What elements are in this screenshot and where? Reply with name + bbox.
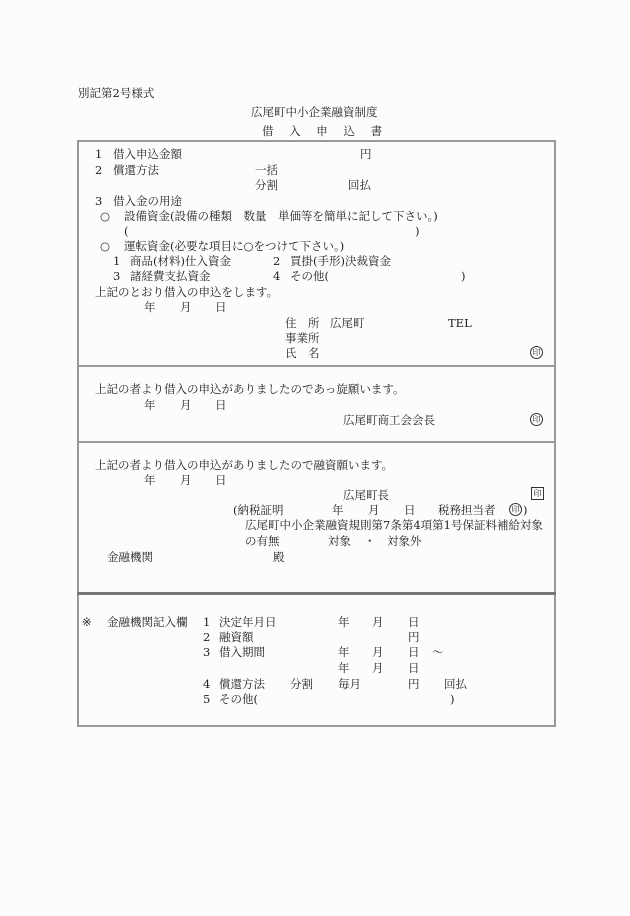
chamber-signer: 広尾町商工会会長 xyxy=(343,413,435,427)
b-item3-year: 年 xyxy=(338,645,350,659)
seal-icon: 印 xyxy=(509,503,522,516)
equipment-paren-close: ) xyxy=(415,224,420,238)
program-title: 広尾町中小企業融資制度 xyxy=(251,105,378,119)
chamber-statement: 上記の者より借入の申込がありましたのであっ旋願います。 xyxy=(95,382,405,396)
b-item4-num: 4 xyxy=(203,677,211,691)
bank-label: 金融機関 xyxy=(107,550,153,564)
b-item2-label: 融資額 xyxy=(219,630,254,644)
town-date-day: 日 xyxy=(215,473,227,487)
b-item2-unit: 円 xyxy=(408,630,420,644)
seal-icon: 印 xyxy=(530,413,543,426)
b-item4-monthly: 毎月 xyxy=(338,677,361,691)
b-item5-other-field[interactable] xyxy=(270,692,445,706)
tax-close: ) xyxy=(523,503,528,517)
bank-honorific: 殿 xyxy=(273,550,285,564)
item3-label: 借入金の用途 xyxy=(113,194,182,208)
b-item1-num: 1 xyxy=(203,615,211,629)
b-item5-label: その他( xyxy=(219,692,258,706)
op3-num: 3 xyxy=(113,269,121,283)
b-item2-num: 2 xyxy=(203,630,211,644)
equipment-fund-label: 設備資金(設備の種類 数量 単価等を簡単に記して下さい。) xyxy=(124,209,438,223)
b-item3-day: 日 xyxy=(408,645,420,659)
op4-other-field[interactable] xyxy=(340,269,455,283)
b-item5-num: 5 xyxy=(203,692,211,706)
b-item3b-year: 年 xyxy=(338,661,350,675)
item3-num: 3 xyxy=(95,194,103,208)
town-date-month: 月 xyxy=(180,473,192,487)
item1-label: 借入申込金額 xyxy=(113,147,182,161)
op2-label[interactable]: 買掛(手形)決裁資金 xyxy=(290,254,391,268)
equipment-fund-option[interactable]: ○ xyxy=(100,209,111,223)
b-item3-label: 借入期間 xyxy=(219,645,265,659)
b-item4-unit: 円 xyxy=(408,677,420,691)
divider-top xyxy=(77,140,556,142)
operating-fund-label: 運転資金(必要な項目に○をつけて下さい。) xyxy=(124,239,345,253)
item1-num: 1 xyxy=(95,147,103,161)
op3-label[interactable]: 諸経費支払資金 xyxy=(130,269,211,283)
form-number: 別記第2号様式 xyxy=(78,86,155,100)
b-item4-label: 償還方法 xyxy=(219,677,265,691)
subsidy-dot: ・ xyxy=(364,534,376,548)
chamber-date-month: 月 xyxy=(180,398,192,412)
divider-applicant-chamber xyxy=(77,365,556,367)
town-signer: 広尾町長 xyxy=(343,488,389,502)
op4-label[interactable]: その他( xyxy=(290,269,329,283)
subsidy-nontarget-option[interactable]: 対象外 xyxy=(387,534,422,548)
date-day: 日 xyxy=(215,300,227,314)
subsidy-line2: の有無 xyxy=(245,534,280,548)
tax-cert-label: (納税証明 xyxy=(233,503,284,517)
op1-label[interactable]: 商品(材料)仕入資金 xyxy=(130,254,231,268)
subsidy-target-option[interactable]: 対象 xyxy=(328,534,351,548)
b-item3-tilde: ～ xyxy=(432,645,444,659)
tax-month: 月 xyxy=(368,503,380,517)
declaration-text: 上記のとおり借入の申込をします。 xyxy=(95,285,279,299)
form-title: 借 入 申 込 書 xyxy=(262,124,389,138)
op4-num: 4 xyxy=(273,269,281,283)
address-value: 広尾町 xyxy=(330,316,365,330)
b-item3-num: 3 xyxy=(203,645,211,659)
b-item5-close: ) xyxy=(450,692,455,706)
item2-label: 償還方法 xyxy=(113,163,159,177)
bank-section-mark: ※ xyxy=(82,615,92,629)
square-seal-icon: 印 xyxy=(531,487,544,500)
chamber-date-year: 年 xyxy=(144,398,156,412)
tax-day: 日 xyxy=(404,503,416,517)
date-year: 年 xyxy=(144,300,156,314)
b-item4-times: 回払 xyxy=(444,677,467,691)
op1-num: 1 xyxy=(113,254,121,268)
town-date-year: 年 xyxy=(144,473,156,487)
bank-section-title: 金融機関記入欄 xyxy=(107,615,188,629)
tax-officer-label: 税務担当者 xyxy=(438,503,496,517)
tax-year: 年 xyxy=(332,503,344,517)
b-item1-day: 日 xyxy=(408,615,420,629)
b-item3b-day: 日 xyxy=(408,661,420,675)
name-label: 氏 名 xyxy=(285,346,320,360)
address-label: 住 所 xyxy=(285,316,320,330)
b-item3-month: 月 xyxy=(372,645,384,659)
op4-close: ) xyxy=(461,269,466,283)
b-item4-split: 分割 xyxy=(290,677,313,691)
tel-label: TEL xyxy=(448,316,472,330)
b-item1-month: 月 xyxy=(372,615,384,629)
b-item1-year: 年 xyxy=(338,615,350,629)
date-month: 月 xyxy=(180,300,192,314)
equipment-detail-field[interactable] xyxy=(132,224,412,238)
town-statement: 上記の者より借入の申込がありましたので融資願います。 xyxy=(95,458,394,472)
subsidy-line1: 広尾町中小企業融資規則第7条第4項第1号保証料補給対象 xyxy=(245,518,543,532)
b-item1-label: 決定年月日 xyxy=(219,615,277,629)
seal-icon: 印 xyxy=(530,346,543,359)
item2-num: 2 xyxy=(95,163,103,177)
item1-unit: 円 xyxy=(360,147,372,161)
repay-split-unit: 回払 xyxy=(348,178,371,192)
equipment-paren-open: ( xyxy=(124,224,129,238)
chamber-date-day: 日 xyxy=(215,398,227,412)
loan-amount-field[interactable] xyxy=(200,147,355,161)
divider-bottom xyxy=(77,725,556,727)
business-label: 事業所 xyxy=(285,331,320,345)
repay-lump-option[interactable]: 一括 xyxy=(255,163,278,177)
divider-chamber-town xyxy=(77,441,556,443)
b-item3b-month: 月 xyxy=(372,661,384,675)
repay-split-option[interactable]: 分割 xyxy=(255,178,278,192)
divider-town-bank xyxy=(77,592,556,595)
bank-name-field[interactable] xyxy=(160,550,270,564)
op2-num: 2 xyxy=(273,254,281,268)
operating-fund-option[interactable]: ○ xyxy=(100,239,111,253)
